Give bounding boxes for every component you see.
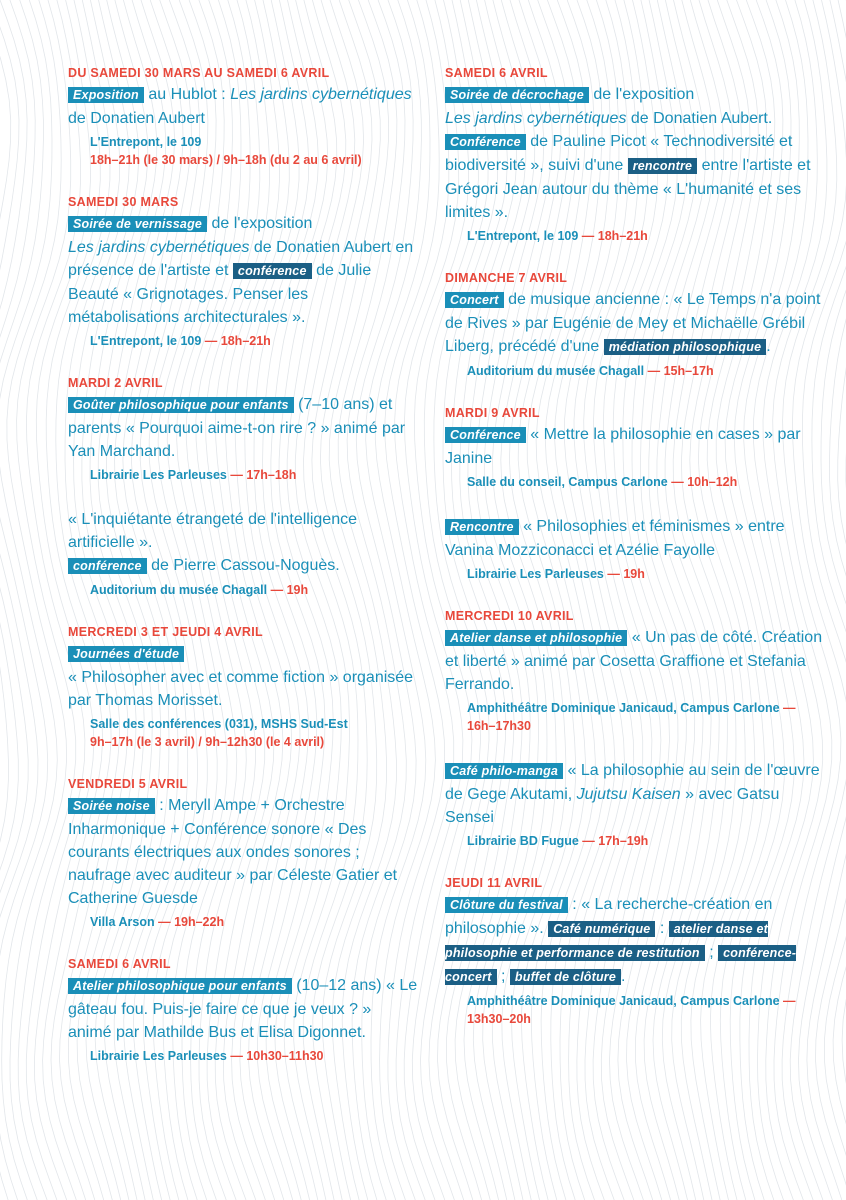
category-tag: Clôture du festival — [445, 897, 568, 913]
wavy-line — [0, 0, 28, 1200]
category-tag: conférence — [68, 558, 147, 574]
category-tag: Atelier philosophique pour enfants — [68, 978, 292, 994]
event-description: Exposition au Hublot : Les jardins cybernétiques de Donatien Aubert — [68, 86, 412, 127]
category-tag: Journées d'étude — [68, 646, 184, 662]
event-cafe-philo-manga — [445, 759, 825, 850]
category-tag: Conférence — [445, 134, 526, 150]
event-venue: Salle des conférences (031), MSHS Sud-Est 9h–17h (le 3 avril) / 9h–12h30 (le 4 avril) — [90, 717, 348, 749]
event-date: VENDREDI 5 AVRIL — [68, 777, 188, 791]
event-venue: Librairie Les Parleuses — 17h–18h — [90, 468, 297, 482]
event-description: Concert de musique ancienne : « Le Temps n'a point de Rives » par Eugénie de Mey et Michaëlle Grébil Liberg, précédé d'une médiation philosophique . — [445, 291, 821, 355]
event-date: SAMEDI 6 AVRIL — [445, 66, 548, 80]
event-soiree-noise — [68, 775, 418, 931]
event-description: Soirée de décrochage de l'exposition Les jardins cybernétiques de Donatien Aubert. Conférence de Pauline Picot « Technodiversité et biodiversité », suivi d'une rencontre entre l'artiste et Grégori Jean autour du thème « L'humanité et ses limites ». — [445, 86, 811, 221]
event-decrochage — [445, 64, 825, 245]
event-venue: Amphithéâtre Dominique Janicaud, Campus Carlone — 16h–17h30 — [467, 701, 796, 733]
category-tag: Soirée noise — [68, 798, 155, 814]
category-tag: Rencontre — [445, 519, 519, 535]
category-tag: Exposition — [68, 87, 144, 103]
event-date: JEUDI 11 AVRIL — [445, 876, 543, 890]
event-atelier-danse — [445, 607, 825, 735]
event-date: DIMANCHE 7 AVRIL — [445, 271, 568, 285]
event-venue: Librairie BD Fugue — 17h–19h — [467, 834, 649, 848]
event-venue: Auditorium du musée Chagall — 19h — [90, 583, 309, 597]
category-tag: atelier danse et philosophie et performance de restitution — [445, 922, 769, 960]
category-tag: Café numérique — [548, 921, 655, 937]
wavy-line — [7, 0, 67, 1200]
event-venue: Librairie Les Parleuses — 10h30–11h30 — [90, 1049, 324, 1063]
event-expo-hublot — [68, 64, 418, 169]
event-venue: L'Entrepont, le 109 — 18h–21h — [90, 334, 271, 348]
event-concert — [445, 269, 825, 380]
event-cloture — [445, 874, 825, 1028]
work-title: Les jardins cybernétiques — [230, 86, 412, 103]
category-tag: conférence — [233, 263, 312, 279]
category-tag: Concert — [445, 292, 504, 308]
category-tag: buffet de clôture — [510, 969, 621, 985]
event-venue: Librairie Les Parleuses — 19h — [467, 567, 645, 581]
event-vernissage — [68, 193, 418, 350]
event-description: Atelier philosophique pour enfants (10–12 ans) « Le gâteau fou. Puis-je faire ce que je veux ? » animé par Mathilde Bus et Elisa Digonnet. — [68, 977, 418, 1041]
event-description: Soirée noise : Meryll Ampe + Orchestre Inharmonique + Conférence sonore « Des courants électriques aux ondes sonores ; naufrage avec auditeur » par Céleste Gatier et Catherine Guesde — [68, 797, 398, 907]
event-venue: Amphithéâtre Dominique Janicaud, Campus Carlone — 13h30–20h — [467, 994, 796, 1026]
event-venue: L'Entrepont, le 109 18h–21h (le 30 mars) / 9h–18h (du 2 au 6 avril) — [90, 135, 362, 167]
category-tag: Soirée de décrochage — [445, 87, 589, 103]
category-tag: conférence-concert — [445, 946, 797, 984]
event-date: MERCREDI 10 AVRIL — [445, 609, 574, 623]
category-tag: Soirée de vernissage — [68, 216, 207, 232]
event-description: Rencontre « Philosophies et féminismes » entre Vanina Mozziconacci et Azélie Fayolle — [445, 518, 785, 559]
event-venue: L'Entrepont, le 109 — 18h–21h — [467, 229, 648, 243]
category-tag: médiation philosophique — [604, 339, 767, 355]
category-tag: Café philo-manga — [445, 763, 563, 779]
category-tag: Goûter philosophique pour enfants — [68, 397, 294, 413]
category-tag: Atelier danse et philosophie — [445, 630, 627, 646]
event-description: Café philo-manga « La philosophie au sein de l'œuvre de Gege Akutami, Jujutsu Kaisen » avec Gatsu Sensei — [445, 762, 820, 826]
event-gouter-philo — [68, 374, 418, 484]
event-conference-cases — [445, 404, 825, 491]
event-date: MARDI 2 AVRIL — [68, 376, 163, 390]
event-atelier-enfants — [68, 955, 418, 1065]
wavy-line — [0, 0, 57, 1200]
event-description: « L'inquiétante étrangeté de l'intelligence artificielle ». conférence de Pierre Cassou-Noguès. — [68, 511, 357, 574]
event-date: MERCREDI 3 ET JEUDI 4 AVRIL — [68, 625, 263, 639]
work-title: Jujutsu Kaisen — [576, 786, 681, 803]
event-journees-etude — [68, 623, 418, 751]
left-column — [68, 64, 418, 1089]
event-description: Goûter philosophique pour enfants (7–10 ans) et parents « Pourquoi aime-t-on rire ? » animé par Yan Marchand. — [68, 396, 406, 460]
event-conference-ia — [68, 508, 418, 599]
event-venue: Salle du conseil, Campus Carlone — 10h–12h — [467, 475, 738, 489]
event-description: Journées d'étude « Philosopher avec et comme fiction » organisée par Thomas Morisset. — [68, 647, 414, 709]
category-tag: Conférence — [445, 427, 526, 443]
event-date: MARDI 9 AVRIL — [445, 406, 540, 420]
event-date: SAMEDI 30 MARS — [68, 195, 179, 209]
wavy-line — [0, 0, 11, 1200]
right-column — [445, 64, 825, 1052]
event-date: DU SAMEDI 30 MARS AU SAMEDI 6 AVRIL — [68, 66, 330, 80]
event-venue: Auditorium du musée Chagall — 15h–17h — [467, 364, 714, 378]
event-description: Atelier danse et philosophie « Un pas de côté. Création et liberté » animé par Cosetta Graffione et Stefania Ferrando. — [445, 629, 823, 693]
category-tag: rencontre — [628, 158, 697, 174]
wavy-line — [842, 0, 846, 1200]
event-description: Clôture du festival : « La recherche-création en philosophie ». Café numérique : atelier danse et philosophie et performance de restitution ; conférence-concert ; buffet de clôture . — [445, 896, 797, 985]
event-rencontre-feminismes — [445, 515, 825, 583]
work-title: Les jardins cybernétiques — [445, 110, 627, 127]
event-description: Soirée de vernissage de l'exposition Les jardins cybernétiques de Donatien Aubert en présence de l'artiste et conférence de Julie Beauté « Grignotages. Penser les métabolisations architecturales ». — [68, 215, 414, 326]
event-date: SAMEDI 6 AVRIL — [68, 957, 171, 971]
work-title: Les jardins cybernétiques — [68, 239, 250, 256]
event-description: Conférence « Mettre la philosophie en cases » par Janine — [445, 426, 801, 467]
event-venue: Villa Arson — 19h–22h — [90, 915, 225, 929]
